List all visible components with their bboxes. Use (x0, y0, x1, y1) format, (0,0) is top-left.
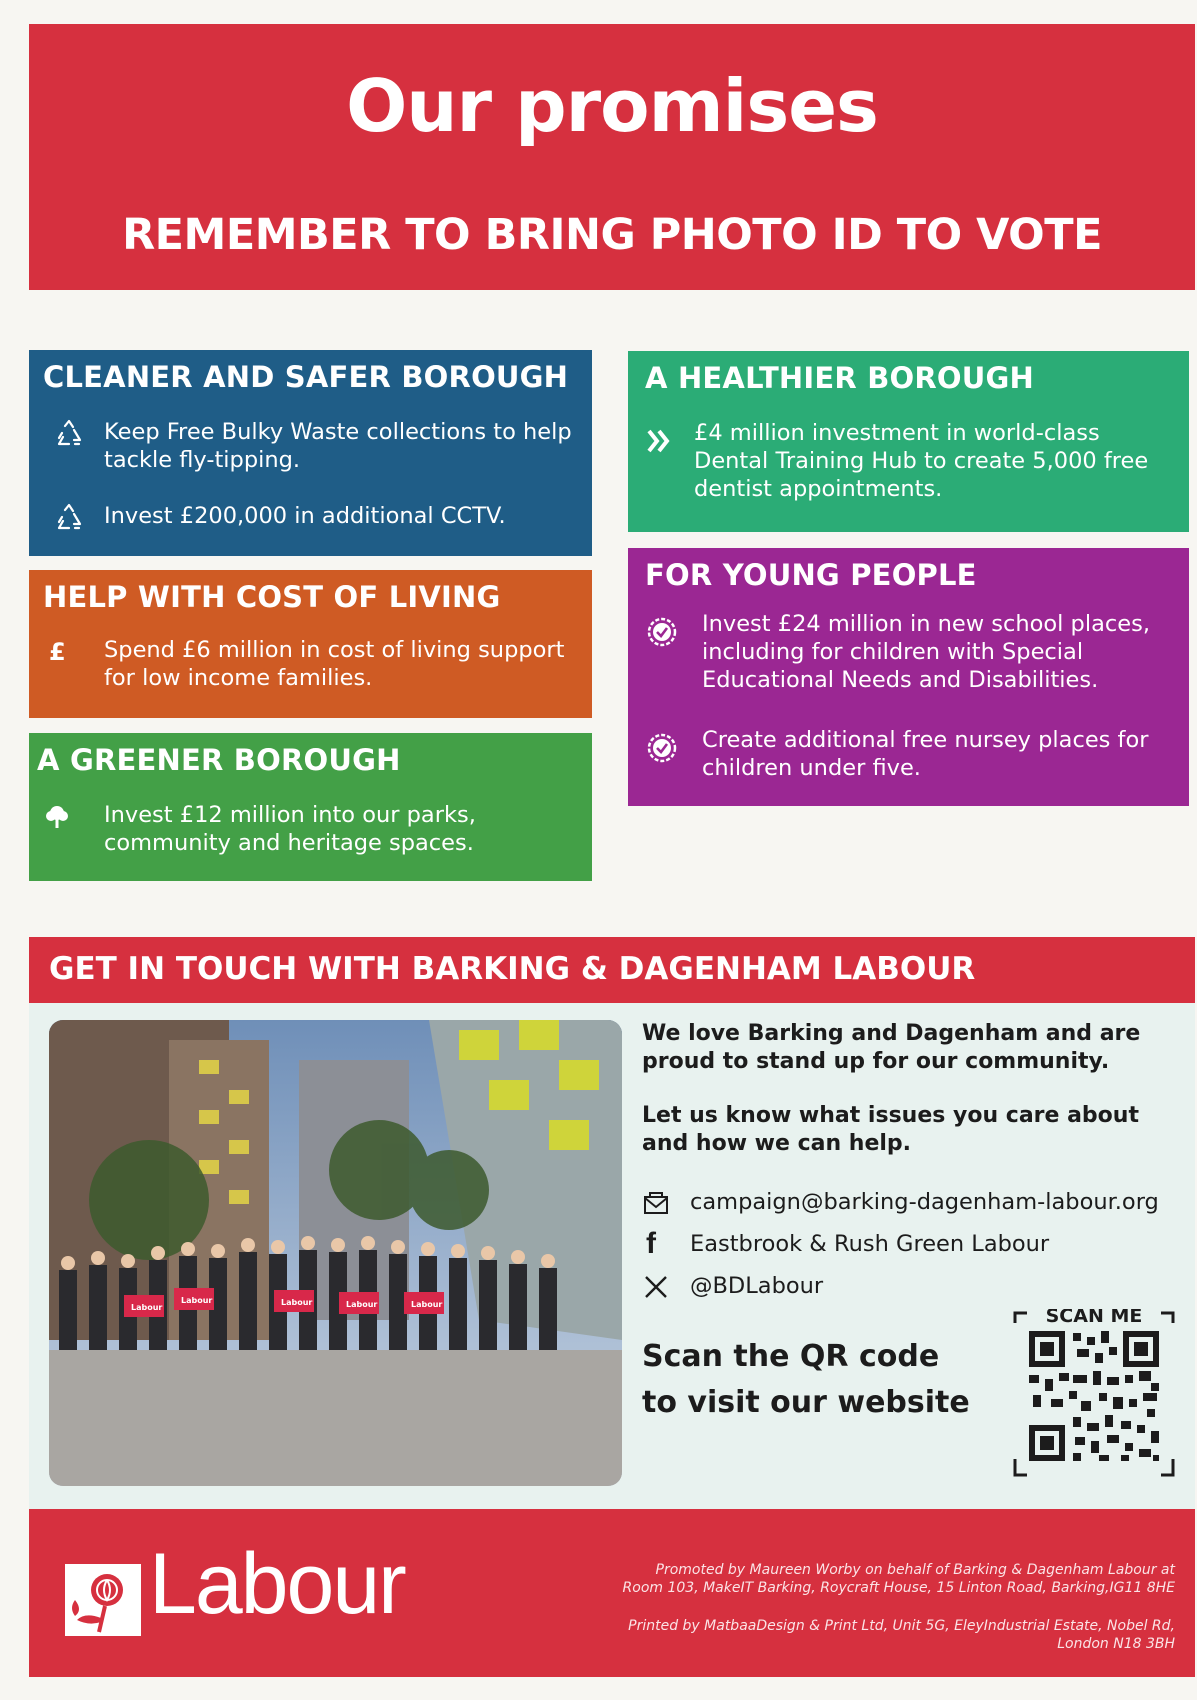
promise-text: Invest £200,000 in additional CCTV. (104, 503, 506, 529)
promise-card-cost-of-living (29, 570, 592, 718)
contact-email-link[interactable]: campaign@barking-dagenham-labour.org (690, 1189, 1159, 1215)
intro-text-2: Let us know what issues you care about and how we can help. (642, 1103, 1139, 1156)
contact-section (29, 937, 1195, 1509)
promise-card-greener (29, 733, 592, 881)
pound-icon: £ (49, 638, 66, 666)
recycle-icon (53, 502, 85, 534)
footer-banner (29, 1509, 1195, 1677)
labour-sign-text: Labour (346, 1300, 378, 1309)
campaign-group-photo (49, 1020, 622, 1486)
promise-card-young-people (628, 548, 1189, 806)
tree-icon (41, 801, 73, 833)
scan-me-label: SCAN ME (1045, 1309, 1143, 1327)
promise-card-cleaner (29, 350, 592, 556)
check-badge-icon (646, 732, 678, 764)
labour-sign-text: Labour (131, 1303, 163, 1312)
envelope-icon (642, 1189, 670, 1217)
contact-x-link[interactable]: @BDLabour (690, 1273, 824, 1299)
contact-facebook-link[interactable]: Eastbrook & Rush Green Labour (690, 1231, 1050, 1257)
promise-card-title: CLEANER AND SAFER BOROUGH (43, 360, 569, 394)
imprint-line: Printed by MatbaaDesign & Print Ltd, Unit 5G, EleyIndustrial Estate, Nobel Rd, (628, 1618, 1175, 1634)
labour-sign-text: Labour (411, 1300, 443, 1309)
scan-qr-text-line-1: Scan the QR code (642, 1339, 940, 1374)
x-logo-icon (642, 1273, 670, 1301)
printed-by-imprint (535, 1617, 1175, 1653)
intro-text-1: We love Barking and Dagenham and are proud to stand up for our community. (642, 1021, 1141, 1074)
header-banner (29, 24, 1195, 290)
contact-heading: GET IN TOUCH WITH BARKING & DAGENHAM LABOUR (49, 951, 976, 987)
promise-card-title: FOR YOUNG PEOPLE (645, 558, 977, 592)
scan-qr-text-line-2: to visit our website (642, 1385, 970, 1420)
facebook-icon: f (646, 1227, 656, 1260)
promise-text: £4 million investment in world-class Dental Training Hub to create 5,000 free dentist appointments. (694, 420, 1149, 502)
promise-text: Spend £6 million in cost of living support for low income families. (104, 637, 565, 691)
check-badge-icon (646, 616, 678, 648)
promise-text: Invest £12 million into our parks, community and heritage spaces. (104, 802, 476, 856)
promise-card-title: HELP WITH COST OF LIVING (43, 580, 501, 614)
imprint-line: London N18 3BH (1057, 1636, 1175, 1652)
double-chevron-icon (644, 425, 676, 457)
labour-sign-text: Labour (181, 1296, 213, 1305)
promise-card-title: A HEALTHIER BOROUGH (645, 361, 1034, 395)
promise-text: Create additional free nursey places for children under five. (702, 727, 1149, 781)
promise-text: Invest £24 million in new school places, including for children with Special Educational Needs and Disabilities. (702, 611, 1150, 693)
promise-card-healthier (628, 351, 1189, 532)
labour-rose-icon (65, 1564, 141, 1636)
photo-id-reminder: REMEMBER TO BRING PHOTO ID TO VOTE (122, 210, 1102, 260)
page-title: Our promises (346, 64, 878, 148)
promoted-by-imprint (535, 1561, 1175, 1597)
labour-logo-text: Labour (149, 1536, 405, 1632)
recycle-icon (53, 418, 85, 450)
qr-code[interactable] (1029, 1331, 1159, 1461)
imprint-line: Promoted by Maureen Worby on behalf of Barking & Dagenham Labour at (655, 1562, 1175, 1578)
labour-sign-text: Labour (281, 1298, 313, 1307)
qr-code-frame[interactable] (1013, 1309, 1175, 1479)
imprint-line: Room 103, MakeIT Barking, Roycraft House, 15 Linton Road, Barking,IG11 8HE (622, 1580, 1175, 1596)
promise-card-title: A GREENER BOROUGH (37, 743, 401, 777)
promise-text: Keep Free Bulky Waste collections to help tackle fly-tipping. (104, 419, 572, 473)
contact-heading-bar (29, 937, 1195, 1003)
